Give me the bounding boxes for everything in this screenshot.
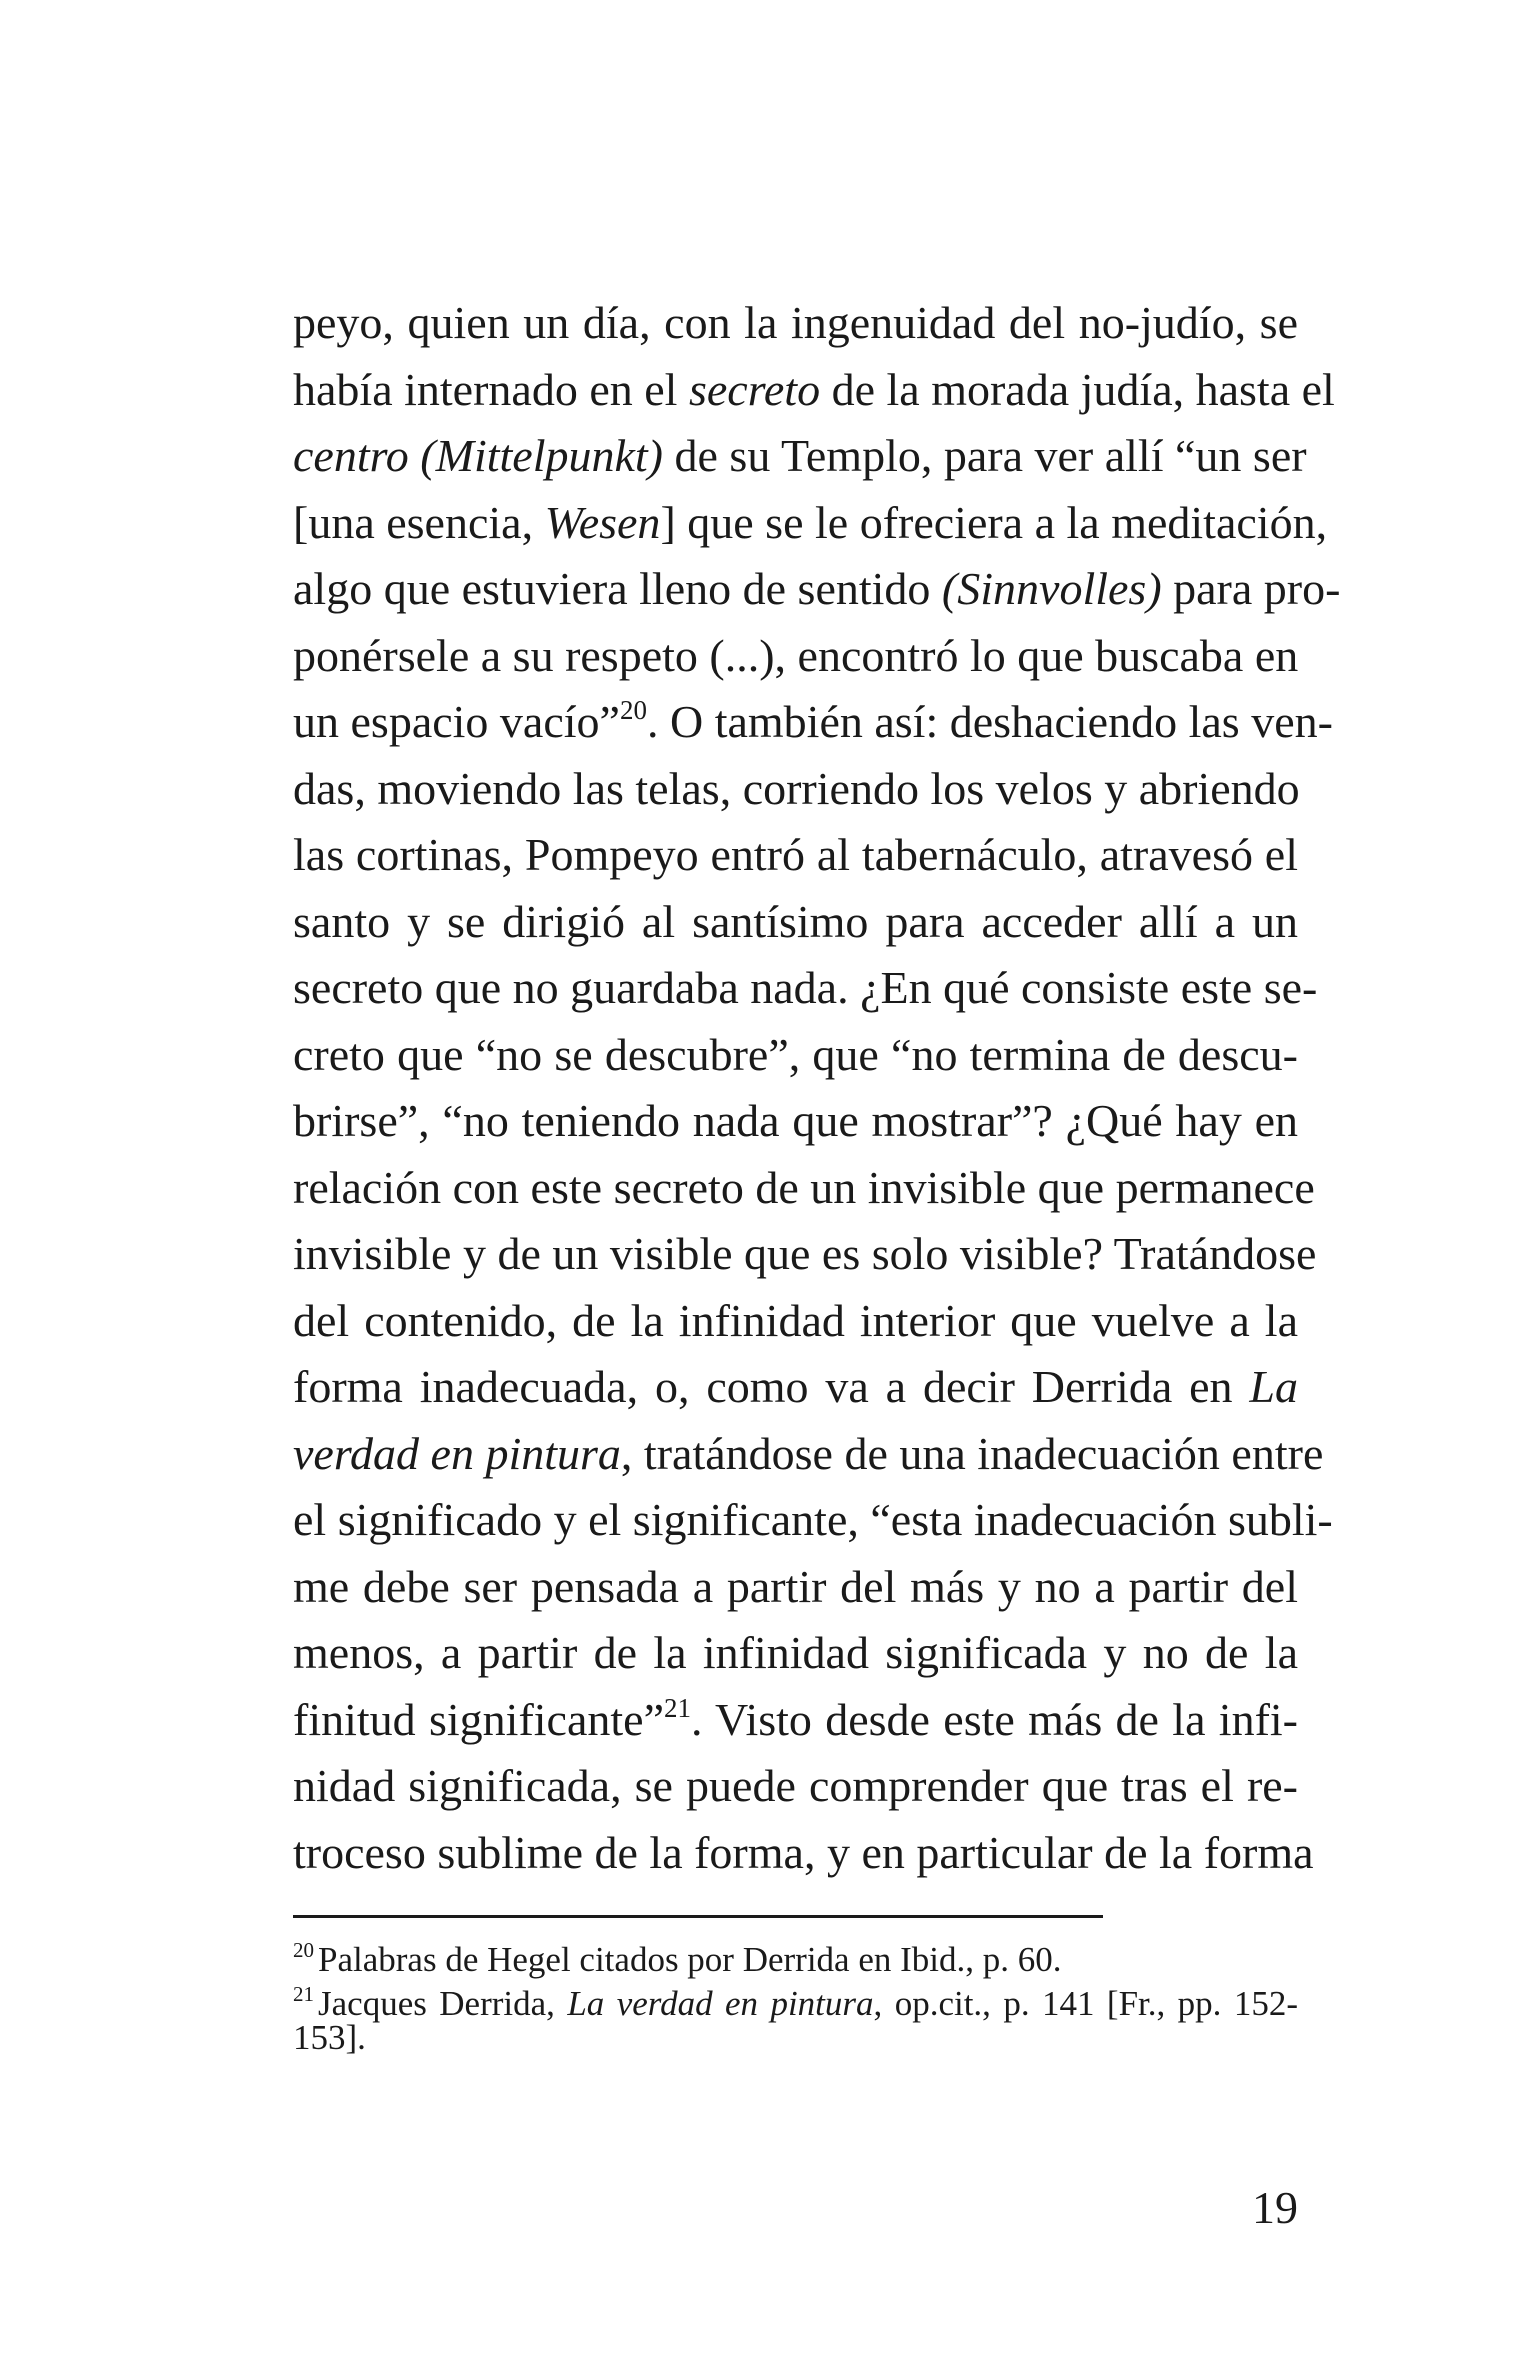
footnote-ref: 20 — [619, 695, 647, 725]
footnote-ref: 21 — [664, 1692, 691, 1723]
italic-text: (Sinnvolles) — [941, 563, 1162, 614]
text-line: ponérsele a su respeto (...), encontró lo que buscaba en — [293, 629, 1299, 681]
footnote-text: Jacques Derrida, La verdad en pintura, op.cit., p. 141 [Fr., pp. 152- — [318, 1984, 1299, 2023]
text-line: das, moviendo las telas, corriendo los velos y abriendo — [293, 762, 1300, 814]
text-line: peyo, quien un día, con la ingenuidad del no-judío, se — [293, 297, 1298, 348]
text-line: menos, a partir de la infinidad significada y no de la — [293, 1627, 1298, 1678]
footnote-number: 20 — [293, 1938, 314, 1962]
text-line: verdad en pintura, tratándose de una inadecuación entre — [293, 1427, 1324, 1479]
text-line: troceso sublime de la forma, y en particular de la forma — [293, 1826, 1314, 1878]
footnote-number: 21 — [293, 1982, 314, 2006]
text-line: del contenido, de la infinidad interior que vuelve a la — [293, 1294, 1298, 1346]
text-line: centro (Mittelpunkt) de su Templo, para ver allí “un ser — [293, 430, 1307, 481]
footnote-21-continuation: 153]. — [293, 2018, 366, 2057]
text-line: relación con este secreto de un invisible que permanece — [293, 1161, 1315, 1213]
footnote-20 — [293, 1928, 1298, 1979]
italic-text: verdad en pintura — [293, 1427, 621, 1479]
text-line: [una esencia, Wesen] que se le ofreciera a la meditación, — [293, 496, 1328, 548]
text-line: las cortinas, Pompeyo entró al tabernáculo, atravesó el — [293, 829, 1298, 880]
footnote-21 — [293, 1972, 1299, 2023]
italic-text: La — [1249, 1361, 1298, 1412]
footnote-divider — [293, 1915, 1103, 1918]
text-line: nidad significada, se puede comprender que tras el re- — [293, 1760, 1298, 1811]
page-number: 19 — [1252, 2182, 1298, 2233]
text-line: había internado en el secreto de la morada judía, hasta el — [293, 363, 1335, 415]
text-line: finitud significante”$^{21}$. Visto desde este más de la infi- — [293, 1692, 1299, 1745]
footnotes — [293, 1928, 1298, 2060]
text-line: secreto que no guardaba nada. ¿En qué consiste este se- — [293, 962, 1318, 1013]
text-line: el significado y el significante, “esta inadecuación subli- — [293, 1494, 1333, 1545]
text-line: invisible y de un visible que es solo visible? Tratándose — [293, 1228, 1317, 1279]
italic-text: secreto — [688, 363, 821, 415]
body-text — [293, 290, 1341, 1886]
italic-text: centro (Mittelpunkt) — [293, 430, 663, 481]
text-line: forma inadecuada, o, como va a decir Derrida en La — [293, 1361, 1298, 1412]
footnote-text: Palabras de Hegel citados por Derrida en Ibid., p. 60. — [318, 1940, 1062, 1979]
text-line: creto que “no se descubre”, que “no termina de descu- — [293, 1028, 1298, 1080]
italic-text: Wesen — [544, 496, 661, 548]
text-line: santo y se dirigió al santísimo para acceder allí a un — [293, 895, 1298, 947]
italic-text: La verdad en pintura — [567, 1984, 874, 2023]
text-line: algo que estuviera lleno de sentido (Sinnvolles) para pro- — [293, 563, 1341, 614]
text-line: brirse”, “no teniendo nada que mostrar”? ¿Qué hay en — [293, 1095, 1298, 1146]
text-line: un espacio vacío”$^{20}$. O también así: deshaciendo las ven- — [293, 695, 1333, 747]
text-line: me debe ser pensada a partir del más y no a partir del — [293, 1560, 1298, 1612]
